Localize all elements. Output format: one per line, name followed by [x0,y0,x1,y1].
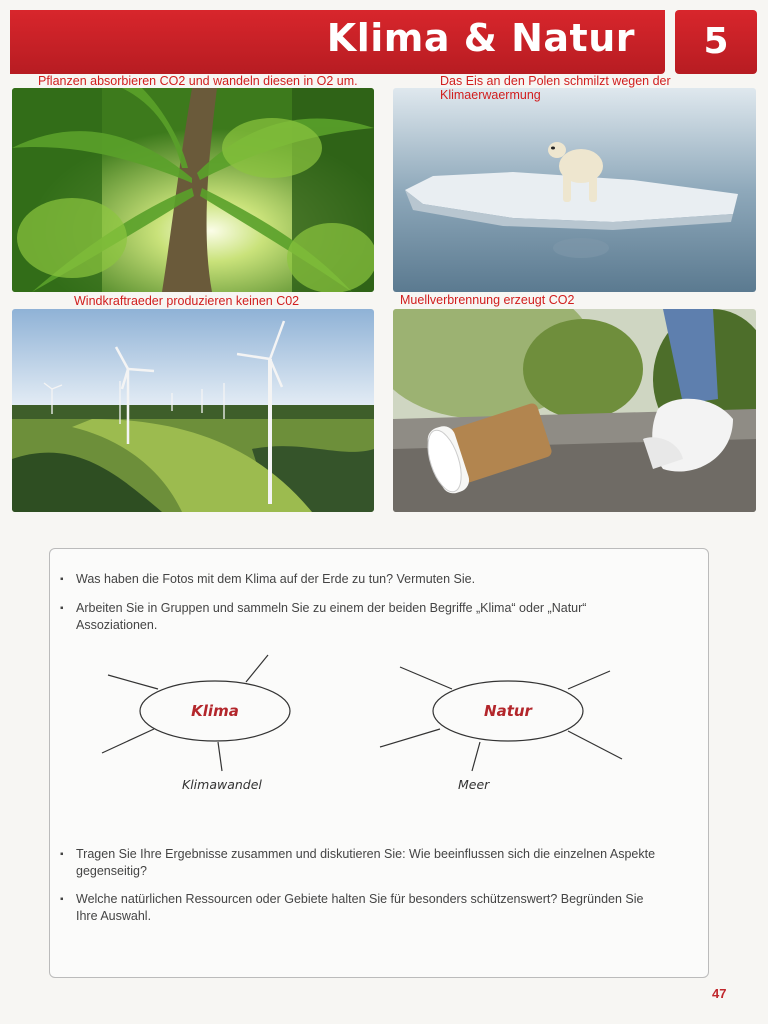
coffee-cup-litter-photo [393,309,756,512]
chapter-number-badge: 5 [675,10,757,74]
page-title: Klima & Natur [326,16,635,60]
rainforest-photo [12,88,374,292]
mindmap-term-natur: Natur [484,702,532,720]
chapter-header-bar [10,10,665,74]
task-item: ▪ Was haben die Fotos mit dem Klima auf der Erde zu tun? Vermuten Sie. [76,571,666,588]
mindmap-term-klima: Klima [191,702,239,720]
photo-caption-rainforest: Pflanzen absorbieren CO2 und wandeln diesen in O2 um. [38,74,358,88]
photo-caption-polar-bear: Das Eis an den Polen schmilzt wegen der Klimaerwaermung [440,74,671,102]
photo-caption-coffee-cup: Muellverbrennung erzeugt CO2 [400,293,575,307]
page-number: 47 [712,986,727,1001]
task-item: ▪ Arbeiten Sie in Gruppen und sammeln Sie zu einem der beiden Begriffe „Klima“ oder „Natur“ Assoziationen. [76,600,666,634]
mindmap-diagram [50,549,708,977]
wind-turbines-photo [12,309,374,512]
polar-bear-photo [393,88,756,292]
mindmap-example-klima: Klimawandel [182,777,262,792]
task-box [49,548,709,978]
mindmap-example-natur: Meer [458,777,490,792]
task-item: ▪ Welche natürlichen Ressourcen oder Gebiete halten Sie für besonders schützenswert? Begründen Sie Ihre Auswahl. [76,891,666,925]
photo-caption-wind-turbines: Windkraftraeder produzieren keinen C02 [74,294,300,308]
task-item: ▪ Tragen Sie Ihre Ergebnisse zusammen und diskutieren Sie: Wie beeinflussen sich die einzelnen Aspekte gegenseitig? [76,846,666,880]
